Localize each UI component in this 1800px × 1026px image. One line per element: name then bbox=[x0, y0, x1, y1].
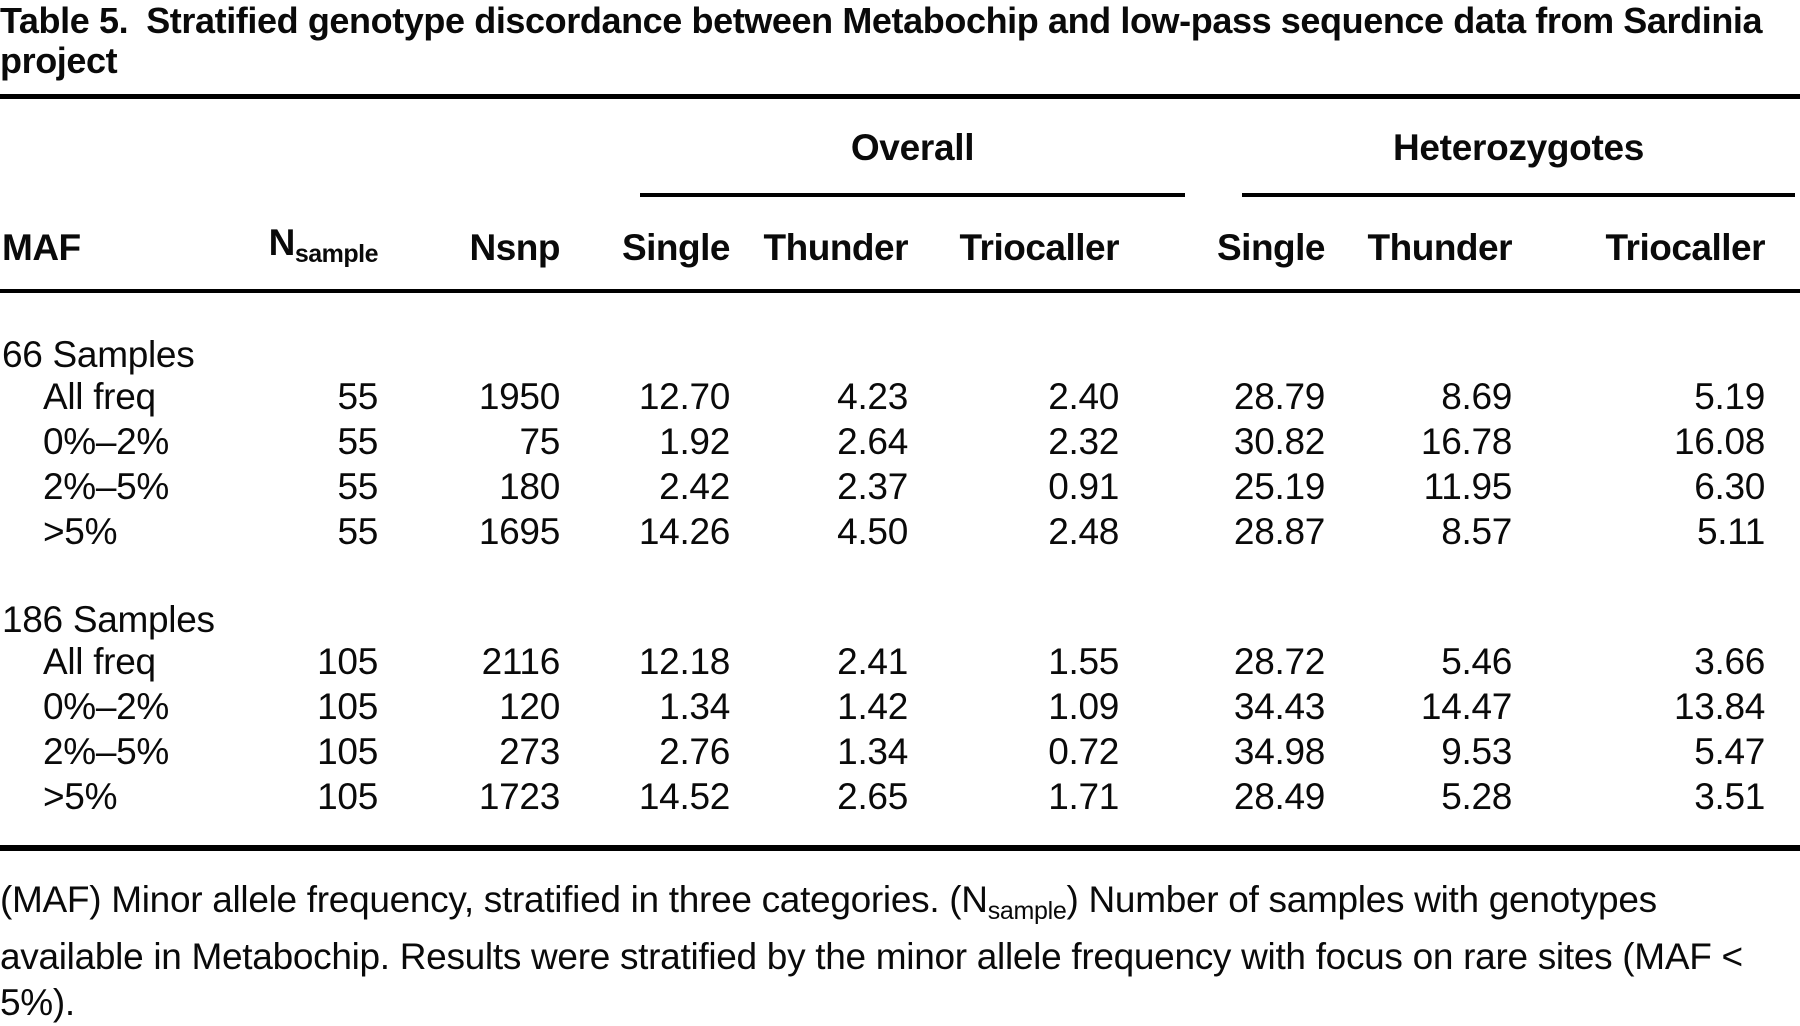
cell-overall-thunder: 4.50 bbox=[837, 510, 908, 552]
cell-overall-single: 1.92 bbox=[659, 420, 730, 462]
cell-het-thunder: 8.57 bbox=[1441, 510, 1513, 552]
nsample-base: N bbox=[268, 222, 295, 263]
cell-het-thunder: 9.53 bbox=[1441, 730, 1513, 772]
cell-nsample: 105 bbox=[317, 730, 378, 772]
col-header-nsnp: Nsnp bbox=[378, 197, 563, 291]
cell-overall-single: 14.26 bbox=[638, 510, 730, 552]
cell-het-triocaller: 3.51 bbox=[1694, 775, 1766, 817]
cell-nsample: 105 bbox=[317, 640, 378, 682]
cell-overall-single: 12.18 bbox=[638, 640, 730, 682]
col-header-nsample bbox=[250, 197, 378, 291]
section-header-row bbox=[0, 291, 1800, 374]
cell-het-single: 28.87 bbox=[1233, 510, 1326, 552]
cell-nsample: 55 bbox=[337, 420, 378, 462]
cell-overall-thunder: 2.65 bbox=[837, 775, 908, 817]
cell-nsnp: 273 bbox=[499, 730, 560, 772]
spanner-heterozygotes-cell bbox=[1122, 99, 1800, 197]
table-row bbox=[0, 419, 1800, 464]
cell-nsnp: 1723 bbox=[478, 775, 560, 817]
col-header-overall-thunder: Thunder bbox=[733, 197, 911, 291]
cell-het-triocaller: 6.30 bbox=[1694, 465, 1766, 507]
cell-het-single: 28.49 bbox=[1233, 775, 1326, 817]
table-row bbox=[0, 509, 1800, 554]
table-row bbox=[0, 464, 1800, 509]
footnote-text-pre: (MAF) Minor allele frequency, stratified in three categories. (N bbox=[0, 879, 988, 920]
cell-het-triocaller: 5.19 bbox=[1694, 375, 1766, 417]
cell-het-single: 25.19 bbox=[1233, 465, 1326, 507]
cell-nsample: 55 bbox=[337, 465, 378, 507]
cell-overall-single: 1.34 bbox=[659, 685, 730, 727]
cell-nsnp: 75 bbox=[519, 420, 560, 462]
column-header-row bbox=[0, 197, 1800, 291]
table-bottom-rule bbox=[0, 845, 1800, 851]
col-header-het-triocaller: Triocaller bbox=[1515, 197, 1800, 291]
section-header-row bbox=[0, 554, 1800, 639]
cell-overall-triocaller: 2.40 bbox=[1048, 375, 1120, 417]
cell-maf: >5% bbox=[43, 775, 118, 817]
cell-overall-thunder: 1.34 bbox=[837, 730, 908, 772]
col-header-het-thunder: Thunder bbox=[1328, 197, 1515, 291]
spanner-row bbox=[0, 99, 1800, 197]
cell-het-single: 30.82 bbox=[1233, 420, 1326, 462]
cell-het-thunder: 5.28 bbox=[1441, 775, 1513, 817]
cell-overall-thunder: 2.37 bbox=[837, 465, 908, 507]
cell-het-single: 28.79 bbox=[1233, 375, 1326, 417]
cell-het-thunder: 8.69 bbox=[1441, 375, 1513, 417]
cell-nsnp: 120 bbox=[499, 685, 560, 727]
cell-het-triocaller: 5.47 bbox=[1694, 730, 1766, 772]
table-row bbox=[0, 729, 1800, 774]
group-header-overall: Overall bbox=[850, 127, 975, 168]
cell-maf: >5% bbox=[43, 510, 118, 552]
table-footnote bbox=[0, 877, 1800, 1026]
cell-maf: 2%–5% bbox=[43, 730, 170, 772]
cell-overall-triocaller: 1.09 bbox=[1048, 685, 1120, 727]
table-title-text: Stratified genotype discordance between Metabochip and low-pass sequence data from Sardinia project bbox=[0, 0, 1763, 81]
cell-het-triocaller: 13.84 bbox=[1673, 685, 1766, 727]
cell-maf: 2%–5% bbox=[43, 465, 170, 507]
footnote-text-post: ) Number of samples with genotypes available in Metabochip. Results were stratified by the minor allele frequency with focus on rare sites (MAF < 5%). bbox=[0, 879, 1743, 1023]
spanner-heterozygotes-rule bbox=[1242, 127, 1795, 197]
cell-het-single: 34.43 bbox=[1233, 685, 1326, 727]
cell-nsample: 105 bbox=[317, 775, 378, 817]
cell-het-thunder: 11.95 bbox=[1423, 465, 1513, 507]
cell-overall-single: 14.52 bbox=[638, 775, 730, 817]
cell-het-single: 28.72 bbox=[1233, 640, 1326, 682]
cell-nsample: 55 bbox=[337, 375, 378, 417]
col-header-overall-triocaller: Triocaller bbox=[911, 197, 1122, 291]
cell-het-thunder: 14.47 bbox=[1420, 685, 1513, 727]
cell-nsample: 105 bbox=[317, 685, 378, 727]
cell-overall-triocaller: 2.48 bbox=[1048, 510, 1120, 552]
cell-overall-triocaller: 0.72 bbox=[1048, 730, 1120, 772]
cell-nsnp: 1695 bbox=[478, 510, 560, 552]
table-row bbox=[0, 774, 1800, 819]
cell-het-triocaller: 5.11 bbox=[1696, 510, 1766, 552]
cell-overall-thunder: 4.23 bbox=[837, 375, 908, 417]
cell-overall-single: 2.42 bbox=[659, 465, 730, 507]
cell-maf: 0%–2% bbox=[43, 685, 170, 727]
nsample-subscript: sample bbox=[294, 240, 378, 268]
section-header-186-samples: 186 Samples bbox=[2, 599, 215, 640]
section-header-66-samples: 66 Samples bbox=[2, 334, 195, 375]
cell-het-triocaller: 3.66 bbox=[1694, 640, 1766, 682]
cell-nsnp: 1950 bbox=[478, 375, 560, 417]
table-row bbox=[0, 684, 1800, 729]
cell-nsample: 55 bbox=[337, 510, 378, 552]
cell-maf: All freq bbox=[43, 640, 156, 682]
col-header-overall-single: Single bbox=[563, 197, 733, 291]
cell-overall-triocaller: 1.71 bbox=[1048, 775, 1120, 817]
cell-overall-triocaller: 0.91 bbox=[1048, 465, 1120, 507]
cell-nsnp: 180 bbox=[499, 465, 560, 507]
discordance-table bbox=[0, 99, 1800, 819]
cell-overall-triocaller: 1.55 bbox=[1048, 640, 1120, 682]
cell-maf: 0%–2% bbox=[43, 420, 170, 462]
spanner-spacer bbox=[0, 99, 563, 197]
table-title-label: Table 5. bbox=[0, 0, 129, 41]
col-header-maf: MAF bbox=[0, 197, 250, 291]
footnote-nsample-subscript: sample bbox=[987, 897, 1067, 925]
cell-overall-single: 2.76 bbox=[659, 730, 730, 772]
table-title bbox=[0, 0, 1800, 81]
cell-overall-thunder: 1.42 bbox=[837, 685, 908, 727]
cell-overall-single: 12.70 bbox=[638, 375, 730, 417]
cell-het-thunder: 5.46 bbox=[1441, 640, 1513, 682]
table-row bbox=[0, 639, 1800, 684]
spanner-overall-rule bbox=[640, 127, 1185, 197]
cell-overall-triocaller: 2.32 bbox=[1048, 420, 1120, 462]
cell-het-triocaller: 16.08 bbox=[1673, 420, 1766, 462]
cell-maf: All freq bbox=[43, 375, 156, 417]
cell-het-single: 34.98 bbox=[1233, 730, 1326, 772]
col-header-het-single: Single bbox=[1122, 197, 1328, 291]
cell-het-thunder: 16.78 bbox=[1420, 420, 1513, 462]
cell-overall-thunder: 2.64 bbox=[837, 420, 908, 462]
group-header-heterozygotes: Heterozygotes bbox=[1392, 127, 1645, 168]
table-row bbox=[0, 374, 1800, 419]
spanner-overall-cell bbox=[563, 99, 1122, 197]
cell-overall-thunder: 2.41 bbox=[837, 640, 908, 682]
cell-nsnp: 2116 bbox=[481, 640, 560, 682]
